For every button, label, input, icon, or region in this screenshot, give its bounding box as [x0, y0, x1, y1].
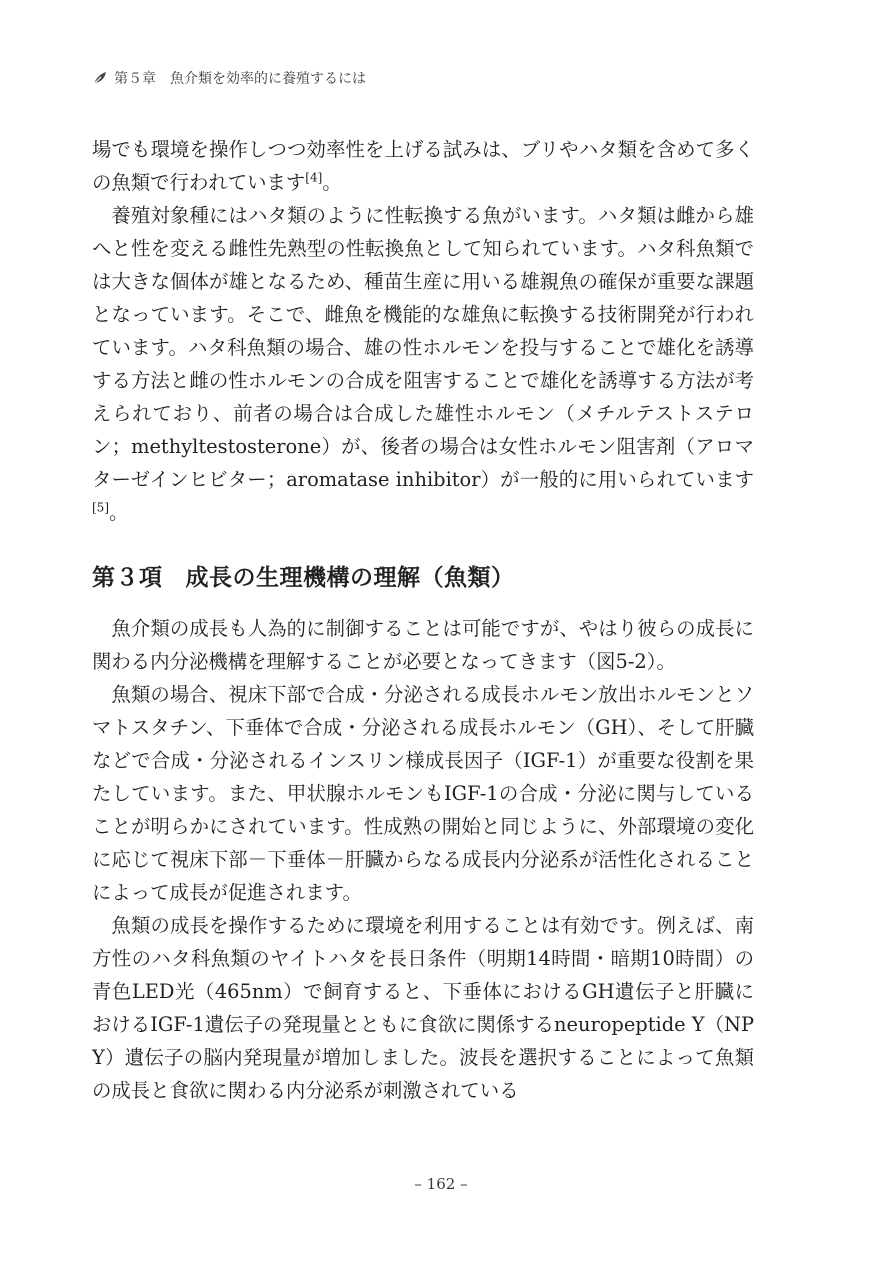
body-text	[92, 133, 754, 1107]
chapter-label: 第５章	[114, 71, 156, 87]
paragraph: 魚介類の成長も人為的に制御することは可能ですが、やはり彼らの成長に関わる内分泌機構を理解することが必要となってきます（図5-2）。	[92, 617, 754, 673]
paragraph-end: 。	[109, 501, 129, 524]
section-title: 成長の生理機構の理解（魚類）	[185, 565, 515, 591]
paragraph: 魚類の成長を操作するために環境を利用することは有効です。例えば、南方性のハタ科魚類のヤイトハタを長日条件（明期14時間・暗期10時間）の青色LED光（465nm）で飼育すると、下垂体におけるGH遺伝子と肝臓におけるIGF-1遺伝子の発現量とともに食欲に関係するneuropeptide Y（NPY）遺伝子の脳内発現量が増加しました。波長を選択することによって魚類の成長と食欲に関わる内分泌系が刺激されている	[92, 914, 754, 1102]
paragraph: 魚類の場合、視床下部で合成・分泌される成長ホルモン放出ホルモンとソマトスタチン、下垂体で合成・分泌される成長ホルモン（GH）、そして肝臓などで合成・分泌されるインスリン様成長因子（IGF-1）が重要な役割を果たしています。また、甲状腺ホルモンもIGF-1の合成・分泌に関与していることが明らかにされています。性成熟の開始と同じように、外部環境の変化に応じて視床下部－下垂体－肝臓からなる成長内分泌系が活性化されることによって成長が促進されます。	[92, 683, 754, 904]
paragraph-end: 。	[322, 171, 342, 194]
page-number: – 162 –	[414, 1175, 468, 1193]
paragraph-text: 養殖対象種にはハタ類のように性転換する魚がいます。ハタ類は雌から雄へと性を変える雌性先熟型の性転換魚として知られています。ハタ科魚類では大きな個体が雄となるため、種苗生産に用いる雄親魚の確保が重要な課題となっています。そこで、雌魚を機能的な雄魚に転換する技術開発が行われています。ハタ科魚類の場合、雄の性ホルモンを投与することで雄化を誘導する方法と雌の性ホルモンの合成を阻害することで雄化を誘導する方法が考えられており、前者の場合は合成した雄性ホルモン（メチルテストステロン；methyltestosterone）が、後者の場合は女性ホルモン阻害剤（アロマターゼインヒビター；aromatase inhibitor）が一般的に用いられています	[92, 204, 754, 491]
chapter-title: 魚介類を効率的に養殖するには	[170, 71, 366, 87]
running-header	[92, 68, 366, 88]
leaf-icon	[92, 70, 108, 86]
section-heading	[92, 562, 754, 595]
citation: [4]	[305, 170, 323, 185]
citation: [5]	[92, 500, 109, 515]
paragraph-text: 場でも環境を操作しつつ効率性を上げる試みは、ブリやハタ類を含めて多くの魚類で行われています	[92, 138, 754, 194]
section-number: 第３項	[92, 565, 163, 591]
paragraph	[92, 133, 754, 199]
paragraph	[92, 199, 754, 529]
